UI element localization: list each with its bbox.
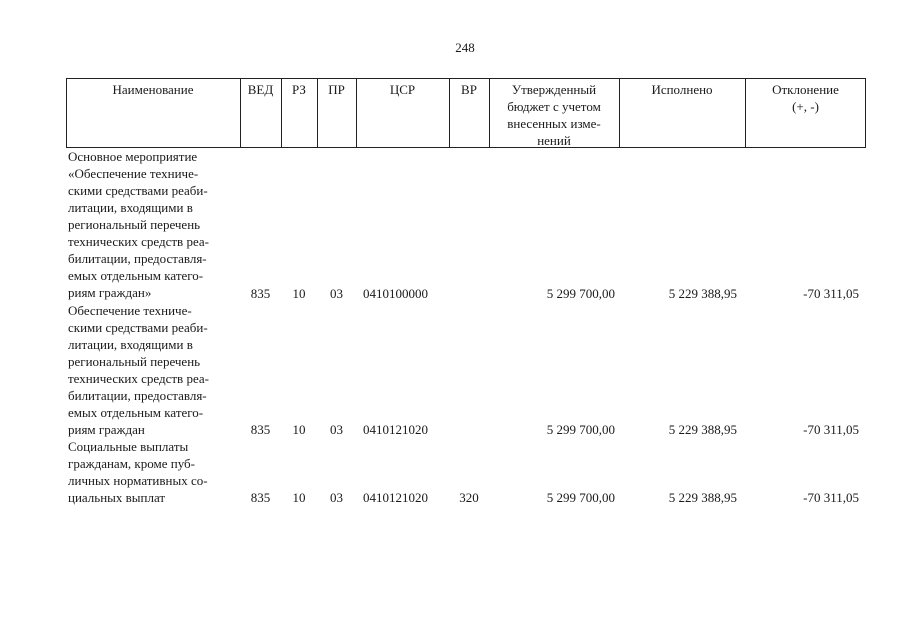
header-executed: Исполнено xyxy=(651,82,713,97)
row-3-pr: 03 xyxy=(330,490,343,505)
row-3-csr: 0410121020 xyxy=(363,490,428,505)
row-2-pr: 03 xyxy=(330,422,343,437)
header-csr: ЦСР xyxy=(389,82,416,97)
header-vr: ВР xyxy=(461,82,477,97)
header-approved: Утвержденный бюджет с учетом внесенных изме- нений xyxy=(507,82,601,148)
row-3-approved: 5 299 700,00 xyxy=(546,490,615,505)
header-ved: ВЕД xyxy=(247,82,274,97)
row-1-pr: 03 xyxy=(330,286,343,301)
row-2-rz: 10 xyxy=(292,422,306,437)
row-1-executed: 5 229 388,95 xyxy=(668,286,737,301)
row-3-vr: 320 xyxy=(459,490,479,505)
row-1-csr: 0410100000 xyxy=(363,286,428,301)
header-rz: РЗ xyxy=(292,82,306,97)
row-2-name: Обеспечение техниче- скими средствами реаби- литации, входящими в региональный перечень технических средств реа- билитации, предоставля- емых отдельным катего- риям граждан xyxy=(68,303,209,437)
row-1-deviation: -70 311,05 xyxy=(803,286,859,301)
row-3-rz: 10 xyxy=(292,490,306,505)
row-1-approved: 5 299 700,00 xyxy=(546,286,615,301)
page-number: 248 xyxy=(455,40,475,55)
row-2-executed: 5 229 388,95 xyxy=(668,422,737,437)
row-1-rz: 10 xyxy=(292,286,306,301)
row-2-approved: 5 299 700,00 xyxy=(546,422,615,437)
row-1-ved: 835 xyxy=(250,286,271,301)
header-deviation: Отклонение (+, -) xyxy=(772,82,839,114)
row-2-deviation: -70 311,05 xyxy=(803,422,859,437)
row-2-ved: 835 xyxy=(250,422,271,437)
row-3-name: Социальные выплаты гражданам, кроме пуб- личных нормативных со- циальных выплат xyxy=(68,439,208,505)
row-3-executed: 5 229 388,95 xyxy=(668,490,737,505)
header-name: Наименование xyxy=(112,82,194,97)
row-3-deviation: -70 311,05 xyxy=(803,490,859,505)
row-3-ved: 835 xyxy=(250,490,271,505)
header-pr: ПР xyxy=(328,82,345,97)
row-2-csr: 0410121020 xyxy=(363,422,428,437)
row-1-name: Основное мероприятие «Обеспечение техниче- скими средствами реаби- литации, входящими в региональный перечень технических средств реа- билитации, предоставля- емых отдельным катего- риям граждан» xyxy=(68,149,209,300)
